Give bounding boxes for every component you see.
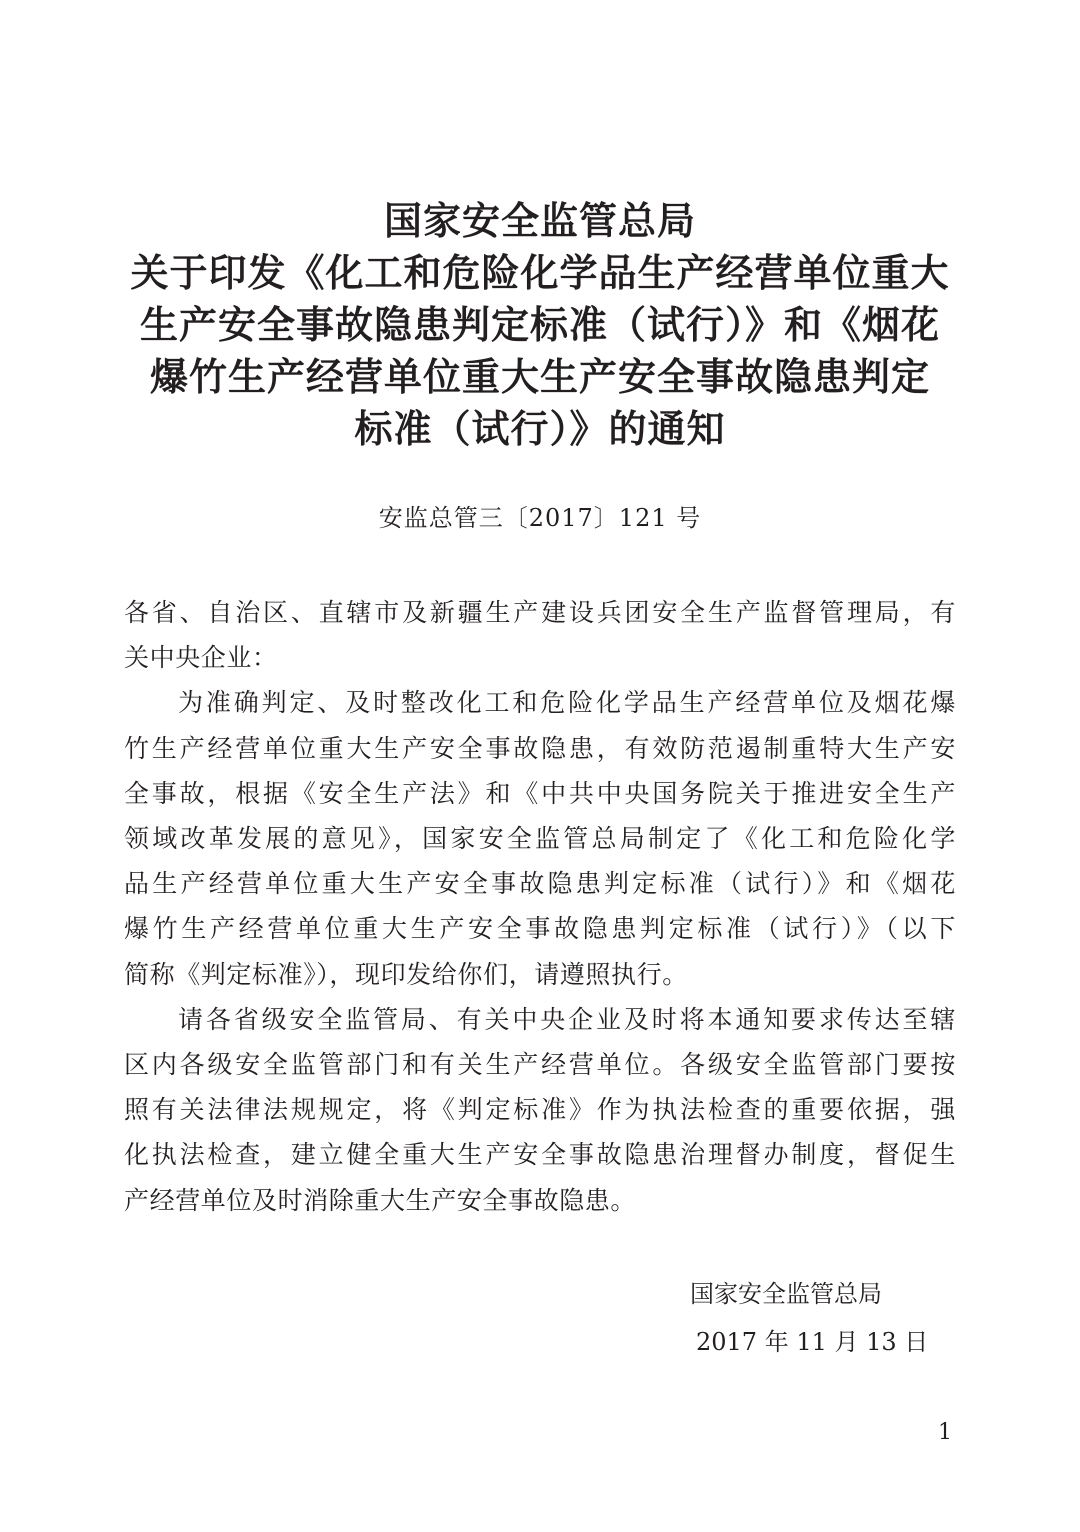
title-line: 标准（试行）》的通知	[354, 407, 726, 451]
document-title	[110, 195, 970, 455]
body-line: 品生产经营单位重大生产安全事故隐患判定标准（试行）》和《烟花	[124, 869, 956, 899]
title-line: 生产安全事故隐患判定标准（试行）》和《烟花	[139, 303, 940, 347]
body-line: 为准确判定、及时整改化工和危险化学品生产经营单位及烟花爆	[178, 688, 956, 718]
body-line: 竹生产经营单位重大生产安全事故隐患，有效防范遏制重特大生产安	[124, 733, 956, 763]
body-line: 化执法检查，建立健全重大生产安全事故隐患治理督办制度，督促生	[124, 1140, 956, 1170]
body-line: 爆竹生产经营单位重大生产安全事故隐患判定标准（试行）》（以下	[124, 914, 956, 944]
body-line: 领域改革发展的意见》，国家安全监管总局制定了《化工和危险化学	[124, 824, 956, 854]
document-body	[124, 590, 956, 1223]
body-line: 各省、自治区、直辖市及新疆生产建设兵团安全生产监督管理局，有	[124, 598, 956, 627]
title-line: 关于印发《化工和危险化学品生产经营单位重大	[130, 251, 950, 295]
body-line: 关中央企业：	[124, 643, 278, 673]
body-line: 简称《判定标准》），现印发给你们，请遵照执行。	[124, 959, 688, 989]
body-line: 照有关法律法规规定，将《判定标准》作为执法检查的重要依据，强	[124, 1095, 956, 1125]
paragraph-2	[124, 997, 956, 1223]
page-number: 1	[938, 1420, 952, 1445]
signature-block	[690, 1270, 950, 1366]
title-line: 国家安全监管总局	[383, 199, 696, 243]
body-line: 请各省级安全监管局、有关中央企业及时将本通知要求传达至辖	[178, 1004, 956, 1034]
body-line: 区内各级安全监管部门和有关生产经营单位。各级安全监管部门要按	[124, 1050, 956, 1080]
body-line: 产经营单位及时消除重大生产安全事故隐患。	[124, 1185, 637, 1215]
issue-date: 2017 年 11 月 13 日	[696, 1328, 929, 1356]
title-line: 爆竹生产经营单位重大生产安全事故隐患判定	[149, 355, 930, 399]
body-line: 全事故，根据《安全生产法》和《中共中央国务院关于推进安全生产	[124, 778, 956, 808]
issuer-name: 国家安全监管总局	[690, 1280, 882, 1308]
paragraph-1	[124, 680, 956, 996]
addressee	[124, 590, 956, 680]
document-number: 安监总管三〔2017〕121 号	[378, 504, 702, 532]
